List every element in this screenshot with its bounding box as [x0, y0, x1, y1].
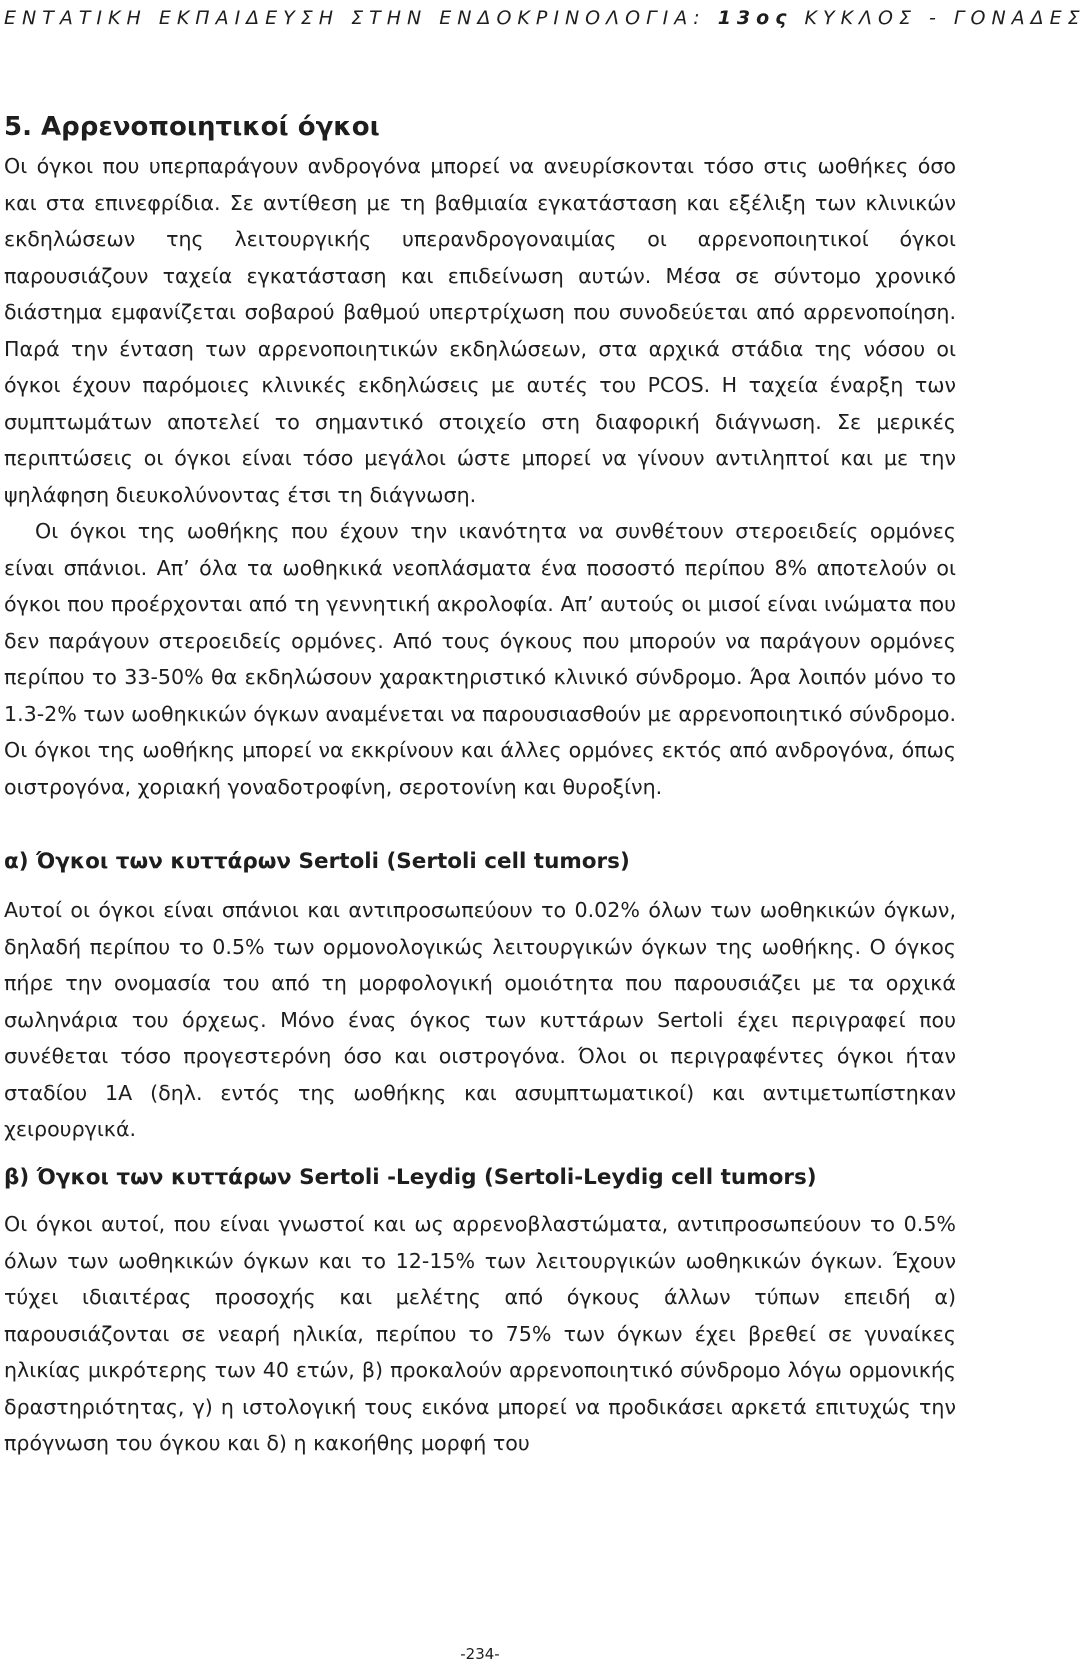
running-header-cycle-number: 13ος [717, 7, 793, 29]
subsection-b-paragraph: Οι όγκοι αυτοί, που είναι γνωστοί και ως αρρενοβλαστώματα, αντιπροσωπεύουν το 0.5% όλων των ωοθηκικών όγκων και το 12-15% των λειτουργικών ωοθηκικών όγκων. Έχουν τύχει ιδιαιτέρας προσοχής και μελέτης από όγκους άλλων τύπων επειδή α) παρουσιάζονται σε νεαρή ηλικία, περίπου το 75% των όγκων έχει βρεθεί σε γυναίκες ηλικίας μικρότερης των 40 ετών, β) προκαλούν αρρενοποιητικό σύνδρομο λόγω ορμονικής δραστηριότητας, γ) η ιστολογική τους εικόνα μπορεί να προδικάσει αρκετά επιτυχώς την πρόγνωση του όγκου και δ) η κακοήθης μορφή του [4, 1212, 956, 1455]
running-header-cycle-rest: ΚΥΚΛΟΣ - ΓΟΝΑΔΕΣ [792, 7, 1086, 29]
subsection-a-heading: α) Όγκοι των κυττάρων Sertoli (Sertoli cell tumors) [4, 849, 630, 874]
subsection-a-paragraph: Αυτοί οι όγκοι είναι σπάνιοι και αντιπροσωπεύουν το 0.02% όλων των ωοθηκικών όγκων, δηλαδή περίπου το 0.5% των ορμονολογικώς λειτουργικών όγκων της ωοθήκης. Ο όγκος πήρε την ονομασία του από τη μορφολογική ομοιότητα που παρουσιάζει με τα ορχικά σωληνάρια του όρχεως. Μόνο ένας όγκος των κυττάρων Sertoli έχει περιγραφεί που συνέθεται τόσο προγεστερόνη όσο και οιστρογόνα. Όλοι οι περιγραφέντες όγκοι ήταν σταδίου 1Α (δηλ. εντός της ωοθήκης και ασυμπτωματικοί) και αντιμετωπίστηκαν χειρουργικά. [4, 898, 956, 1141]
page-number: -234- [460, 1645, 500, 1663]
section-paragraph-1: Οι όγκοι που υπερπαράγουν ανδρογόνα μπορεί να ανευρίσκονται τόσο στις ωοθήκες όσο και στα επινεφρίδια. Σε αντίθεση με τη βαθμιαία εγκατάσταση και εξέλιξη των κλινικών εκδηλώσεων της λειτουργικής υπερανδρογοναιμίας οι αρρενοποιητικοί όγκοι παρουσιάζουν ταχεία εγκατάσταση και επιδείνωση αυτών. Μέσα σε σύντομο χρονικό διάστημα εμφανίζεται σοβαρού βαθμού υπερτρίχωση που συνοδεύεται από αρρενοποίηση. Παρά την ένταση των αρρενοποιητικών εκδηλώσεων, στα αρχικά στάδια της νόσου οι όγκοι έχουν παρόμοιες κλινικές εκδηλώσεις με αυτές του PCOS. Η ταχεία έναρξη των συμπτωμάτων αποτελεί το σημαντικό στοιχείο στη διαφορική διάγνωση. Σε μερικές περιπτώσεις οι όγκοι είναι τόσο μεγάλοι ώστε μπορεί να γίνουν αντιληπτοί και με την ψηλάφηση διευκολύνοντας έτσι τη διάγνωση. [4, 154, 956, 507]
section-title: 5. Αρρενοποιητικοί όγκοι [4, 112, 380, 142]
running-header [4, 5, 1086, 31]
running-header-title: ΕΝΤΑΤΙΚΗ ΕΚΠΑΙΔΕΥΣΗ ΣΤΗΝ ΕΝΔΟΚΡΙΝΟΛΟΓΙΑ: [4, 7, 718, 29]
subsection-b-heading: β) Όγκοι των κυττάρων Sertoli -Leydig (Sertoli-Leydig cell tumors) [4, 1165, 817, 1190]
section-paragraph-2: Οι όγκοι της ωοθήκης που έχουν την ικανότητα να συνθέτουν στεροειδείς ορμόνες είναι σπάνιοι. Απ’ όλα τα ωοθηκικά νεοπλάσματα ένα ποσοστό περίπου 8% αποτελούν οι όγκοι που προέρχονται από τη γεννητική ακρολοφία. Απ’ αυτούς οι μισοί είναι ινώματα που δεν παράγουν στεροειδείς ορμόνες. Από τους όγκους που μπορούν να παράγουν ορμόνες περίπου το 33-50% θα εκδηλώσουν χαρακτηριστικό κλινικό σύνδρομο. Άρα λοιπόν μόνο το 1.3-2% των ωοθηκικών όγκων αναμένεται να παρουσιασθούν με αρρενοποιητικό σύνδρομο. Οι όγκοι της ωοθήκης μπορεί να εκκρίνουν και άλλες ορμόνες εκτός από ανδρογόνα, όπως οιστρογόνα, χοριακή γοναδοτροφίνη, σεροτονίνη και θυροξίνη. [4, 519, 956, 799]
